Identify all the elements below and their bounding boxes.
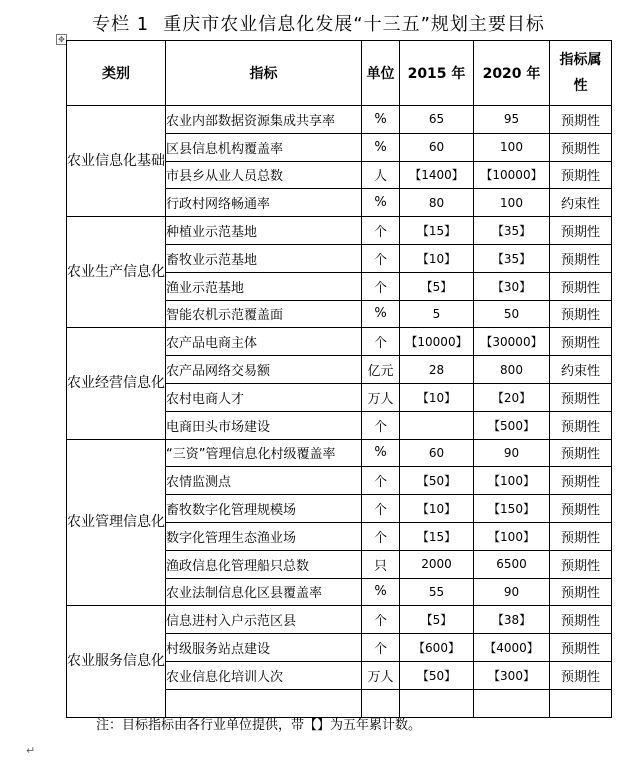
value-2015-cell: 【10】 [400, 495, 474, 523]
attribute-cell: 预期性 [550, 244, 612, 272]
attribute-cell: 预期性 [550, 495, 612, 523]
attribute-cell: 预期性 [550, 634, 612, 662]
unit-cell: % [362, 189, 400, 217]
attribute-cell: 预期性 [550, 661, 612, 689]
value-2015-cell: 【15】 [400, 522, 474, 550]
value-2020-cell: 95 [474, 106, 550, 134]
category-cell: 农业生产信息化 [67, 217, 166, 328]
attribute-cell: 预期性 [550, 161, 612, 189]
table-body [67, 106, 612, 718]
value-2020-cell: 【20】 [474, 383, 550, 411]
indicator-cell: 数字化管理生态渔业场 [166, 522, 362, 550]
category-cell: 农业服务信息化 [67, 606, 166, 717]
unit-cell: % [362, 106, 400, 134]
attribute-cell: 预期性 [550, 133, 612, 161]
value-2015-cell: 55 [400, 578, 474, 606]
table-row [67, 217, 612, 245]
value-2020-cell: 【10000】 [474, 161, 550, 189]
unit-cell: 只 [362, 550, 400, 578]
header-2015: 2015 年 [400, 41, 474, 106]
value-2020-cell: 【35】 [474, 217, 550, 245]
header-2020: 2020 年 [474, 41, 550, 106]
value-2020-cell: 【30000】 [474, 328, 550, 356]
attribute-cell: 预期性 [550, 578, 612, 606]
indicator-cell: 畜牧业示范基地 [166, 244, 362, 272]
value-2015-cell: 80 [400, 189, 474, 217]
unit-cell: 个 [362, 328, 400, 356]
attribute-cell: 预期性 [550, 328, 612, 356]
goals-table [66, 40, 612, 718]
unit-cell: 个 [362, 522, 400, 550]
value-2020-cell: 【100】 [474, 467, 550, 495]
value-2015-cell: 【600】 [400, 634, 474, 662]
unit-cell: % [362, 300, 400, 328]
table-note: 注：目标指标由各行业单位提供，带【】为五年累计数。 [96, 718, 422, 733]
unit-cell: % [362, 439, 400, 467]
value-2020-cell [474, 689, 550, 717]
indicator-cell: 智能农机示范覆盖面 [166, 300, 362, 328]
attribute-cell [550, 689, 612, 717]
value-2015-cell: 28 [400, 356, 474, 384]
indicator-cell: 信息进村入户示范区县 [166, 606, 362, 634]
value-2015-cell: 【10000】 [400, 328, 474, 356]
value-2015-cell: 2000 [400, 550, 474, 578]
unit-cell: 万人 [362, 383, 400, 411]
value-2020-cell: 6500 [474, 550, 550, 578]
indicator-cell: “三资”管理信息化村级覆盖率 [166, 439, 362, 467]
unit-cell: 亿元 [362, 356, 400, 384]
value-2020-cell: 90 [474, 578, 550, 606]
attribute-cell: 预期性 [550, 217, 612, 245]
attribute-cell: 预期性 [550, 467, 612, 495]
category-cell: 农业经营信息化 [67, 328, 166, 439]
value-2015-cell: 【50】 [400, 661, 474, 689]
unit-cell: % [362, 133, 400, 161]
indicator-cell: 农情监测点 [166, 467, 362, 495]
value-2015-cell: 60 [400, 439, 474, 467]
value-2015-cell: 【5】 [400, 272, 474, 300]
unit-cell: 个 [362, 244, 400, 272]
value-2020-cell: 【38】 [474, 606, 550, 634]
attribute-cell: 预期性 [550, 411, 612, 439]
value-2020-cell: 【500】 [474, 411, 550, 439]
value-2020-cell: 【30】 [474, 272, 550, 300]
header-indicator: 指标 [166, 41, 362, 106]
table-row [67, 328, 612, 356]
attribute-cell: 预期性 [550, 383, 612, 411]
indicator-cell: 农业内部数据资源集成共享率 [166, 106, 362, 134]
indicator-cell: 渔政信息化管理船只总数 [166, 550, 362, 578]
move-handle-icon[interactable]: ✥ [56, 34, 67, 45]
value-2020-cell: 800 [474, 356, 550, 384]
title-lead: 专栏 1 [92, 14, 150, 35]
table-row [67, 606, 612, 634]
indicator-cell: 农村电商人才 [166, 383, 362, 411]
indicator-cell: 村级服务站点建设 [166, 634, 362, 662]
attribute-cell: 预期性 [550, 522, 612, 550]
value-2015-cell: 65 [400, 106, 474, 134]
value-2020-cell: 【150】 [474, 495, 550, 523]
category-cell: 农业管理信息化 [67, 439, 166, 606]
value-2020-cell: 【300】 [474, 661, 550, 689]
page-title [0, 10, 637, 36]
unit-cell: 个 [362, 217, 400, 245]
unit-cell: 个 [362, 467, 400, 495]
header-category: 类别 [67, 41, 166, 106]
value-2020-cell: 【4000】 [474, 634, 550, 662]
value-2015-cell: 【15】 [400, 217, 474, 245]
attribute-cell: 预期性 [550, 550, 612, 578]
category-cell: 农业信息化基础 [67, 106, 166, 217]
unit-cell: 个 [362, 272, 400, 300]
unit-cell: 个 [362, 606, 400, 634]
table-row [67, 106, 612, 134]
value-2015-cell: 【10】 [400, 383, 474, 411]
value-2015-cell: 【1400】 [400, 161, 474, 189]
header-unit: 单位 [362, 41, 400, 106]
unit-cell: 万人 [362, 661, 400, 689]
indicator-cell: 市县乡从业人员总数 [166, 161, 362, 189]
value-2015-cell [400, 411, 474, 439]
indicator-cell: 农业法制信息化区县覆盖率 [166, 578, 362, 606]
table-header-row [67, 41, 612, 106]
value-2015-cell: 5 [400, 300, 474, 328]
attribute-cell: 预期性 [550, 439, 612, 467]
unit-cell: 个 [362, 634, 400, 662]
value-2015-cell: 【10】 [400, 244, 474, 272]
table-row [67, 439, 612, 467]
paragraph-return-icon: ↵ [26, 744, 36, 757]
value-2020-cell: 100 [474, 133, 550, 161]
unit-cell: % [362, 578, 400, 606]
attribute-cell: 预期性 [550, 106, 612, 134]
indicator-cell: 农产品电商主体 [166, 328, 362, 356]
attribute-cell: 预期性 [550, 606, 612, 634]
value-2015-cell [400, 689, 474, 717]
unit-cell: 人 [362, 161, 400, 189]
value-2020-cell: 90 [474, 439, 550, 467]
unit-cell [362, 689, 400, 717]
value-2015-cell: 【50】 [400, 467, 474, 495]
attribute-cell: 约束性 [550, 356, 612, 384]
indicator-cell [166, 689, 362, 717]
indicator-cell: 种植业示范基地 [166, 217, 362, 245]
header-attribute: 指标属性 [550, 41, 612, 106]
value-2020-cell: 【100】 [474, 522, 550, 550]
value-2020-cell: 100 [474, 189, 550, 217]
indicator-cell: 电商田头市场建设 [166, 411, 362, 439]
unit-cell: 个 [362, 495, 400, 523]
indicator-cell: 畜牧数字化管理规模场 [166, 495, 362, 523]
value-2015-cell: 【5】 [400, 606, 474, 634]
indicator-cell: 行政村网络畅通率 [166, 189, 362, 217]
value-2020-cell: 50 [474, 300, 550, 328]
unit-cell: 个 [362, 411, 400, 439]
value-2020-cell: 【35】 [474, 244, 550, 272]
title-text: 重庆市农业信息化发展“十三五”规划主要目标 [163, 14, 545, 35]
value-2015-cell: 60 [400, 133, 474, 161]
indicator-cell: 渔业示范基地 [166, 272, 362, 300]
indicator-cell: 农业信息化培训人次 [166, 661, 362, 689]
attribute-cell: 预期性 [550, 300, 612, 328]
indicator-cell: 区县信息机构覆盖率 [166, 133, 362, 161]
indicator-cell: 农产品网络交易额 [166, 356, 362, 384]
attribute-cell: 约束性 [550, 189, 612, 217]
attribute-cell: 预期性 [550, 272, 612, 300]
